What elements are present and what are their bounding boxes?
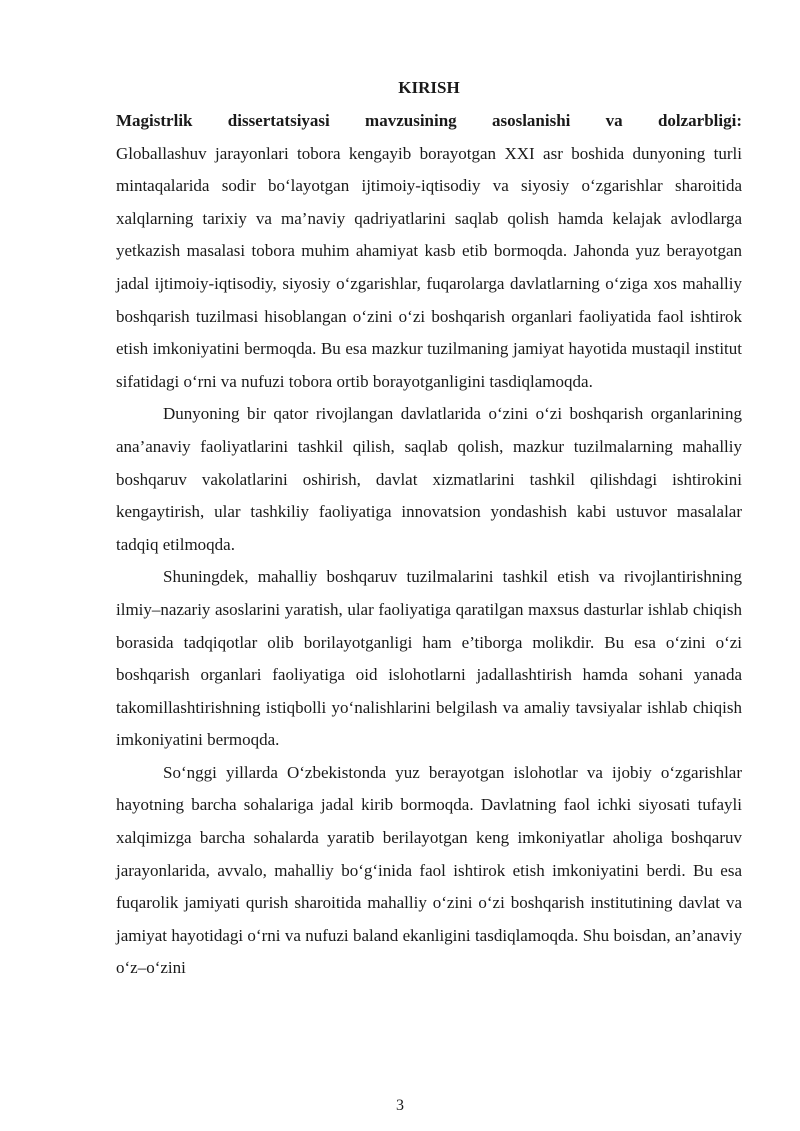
paragraph-3: Shuningdek, mahalliy boshqaruv tuzilmalarini tashkil etish va rivojlantirishning ilmiy–nazariy asoslarini yaratish, ular faoliyatiga qaratilgan maxsus dasturlar ishlab chiqish borasida tadqiqotlar olib borilayotganligi ham e’tiborga molikdir. Bu esa o‘zini o‘zi boshqarish organlari faoliyatiga oid islohotlarni jadallashtirish hamda sohani yanada takomillashtirishning istiqbolli yo‘nalishlarini belgilash va amaliy tavsiyalar ishlab chiqish imkoniyatini bermoqda.	[116, 567, 742, 750]
section-title: KIRISH	[398, 78, 460, 97]
paragraph-2: Dunyoning bir qator rivojlangan davlatlarida o‘zini o‘zi boshqarish organlarining ana’anaviy faoliyatlarini tashkil qilish, saqlab qolish, mazkur tuzilmalarning mahalliy boshqaruv vakolatlarini oshirish, davlat xizmatlarini tashkil qilishdagi ishtirokini kengaytirish, ular tashkiliy faoliyatiga innovatsion yondashish kabi ustuvor masalalar tadqiq etilmoqda.	[116, 404, 742, 554]
page-number: 3	[396, 1097, 404, 1114]
paragraph-4: So‘nggi yillarda O‘zbekistonda yuz berayotgan islohotlar va ijobiy o‘zgarishlar hayotning barcha sohalariga jadal kirib bormoqda. Davlatning faol ichki siyosati tufayli xalqimizga barcha sohalarda yaratib berilayotgan keng imkoniyatlar aholiga boshqaruv jarayonlarida, avvalo, mahalliy bo‘g‘inida faol ishtirok etish imkoniyatini berdi. Bu esa fuqarolik jamiyati qurish sharoitida mahalliy o‘zini o‘zi boshqarish institutining davlat va jamiyat hayotidagi o‘rni va nufuzi baland ekanligini tasdiqlamoqda. Shu boisdan, an’anaviy o‘z–o‘zini	[116, 762, 742, 978]
paragraph-1-text: Globallashuv jarayonlari tobora kengayib borayotgan XXI asr boshida dunyoning turli mintaqalarida sodir bo‘layotgan ijtimoiy-iqtisodiy va siyosiy o‘zgarishlar sharoitida xalqlarning tarixiy va ma’naviy qadriyatlarini saqlab qolish hamda kelajak avlodlarga yetkazish masalasi tobora muhim ahamiyat kasb etib bormoqda. Jahonda yuz berayotgan jadal ijtimoiy-iqtisodiy, siyosiy o‘zgarishlar, fuqarolarga davlatlarning o‘ziga xos mahalliy boshqarish tuzilmasi hisoblangan o‘zini o‘zi boshqarish organlari faoliyatida faol ishtirok etish imkoniyatini bermoqda. Bu esa mazkur tuzilmaning jamiyat hayotida mustaqil institut sifatidagi o‘rni va nufuzi tobora ortib borayotganligini tasdiqlamoqda.	[116, 143, 742, 391]
paragraph-1	[116, 105, 742, 398]
document-page	[116, 76, 742, 985]
lead-heading: Magistrlik dissertatsiyasi mavzusining asoslanishi va dolzarbligi:	[116, 111, 742, 130]
